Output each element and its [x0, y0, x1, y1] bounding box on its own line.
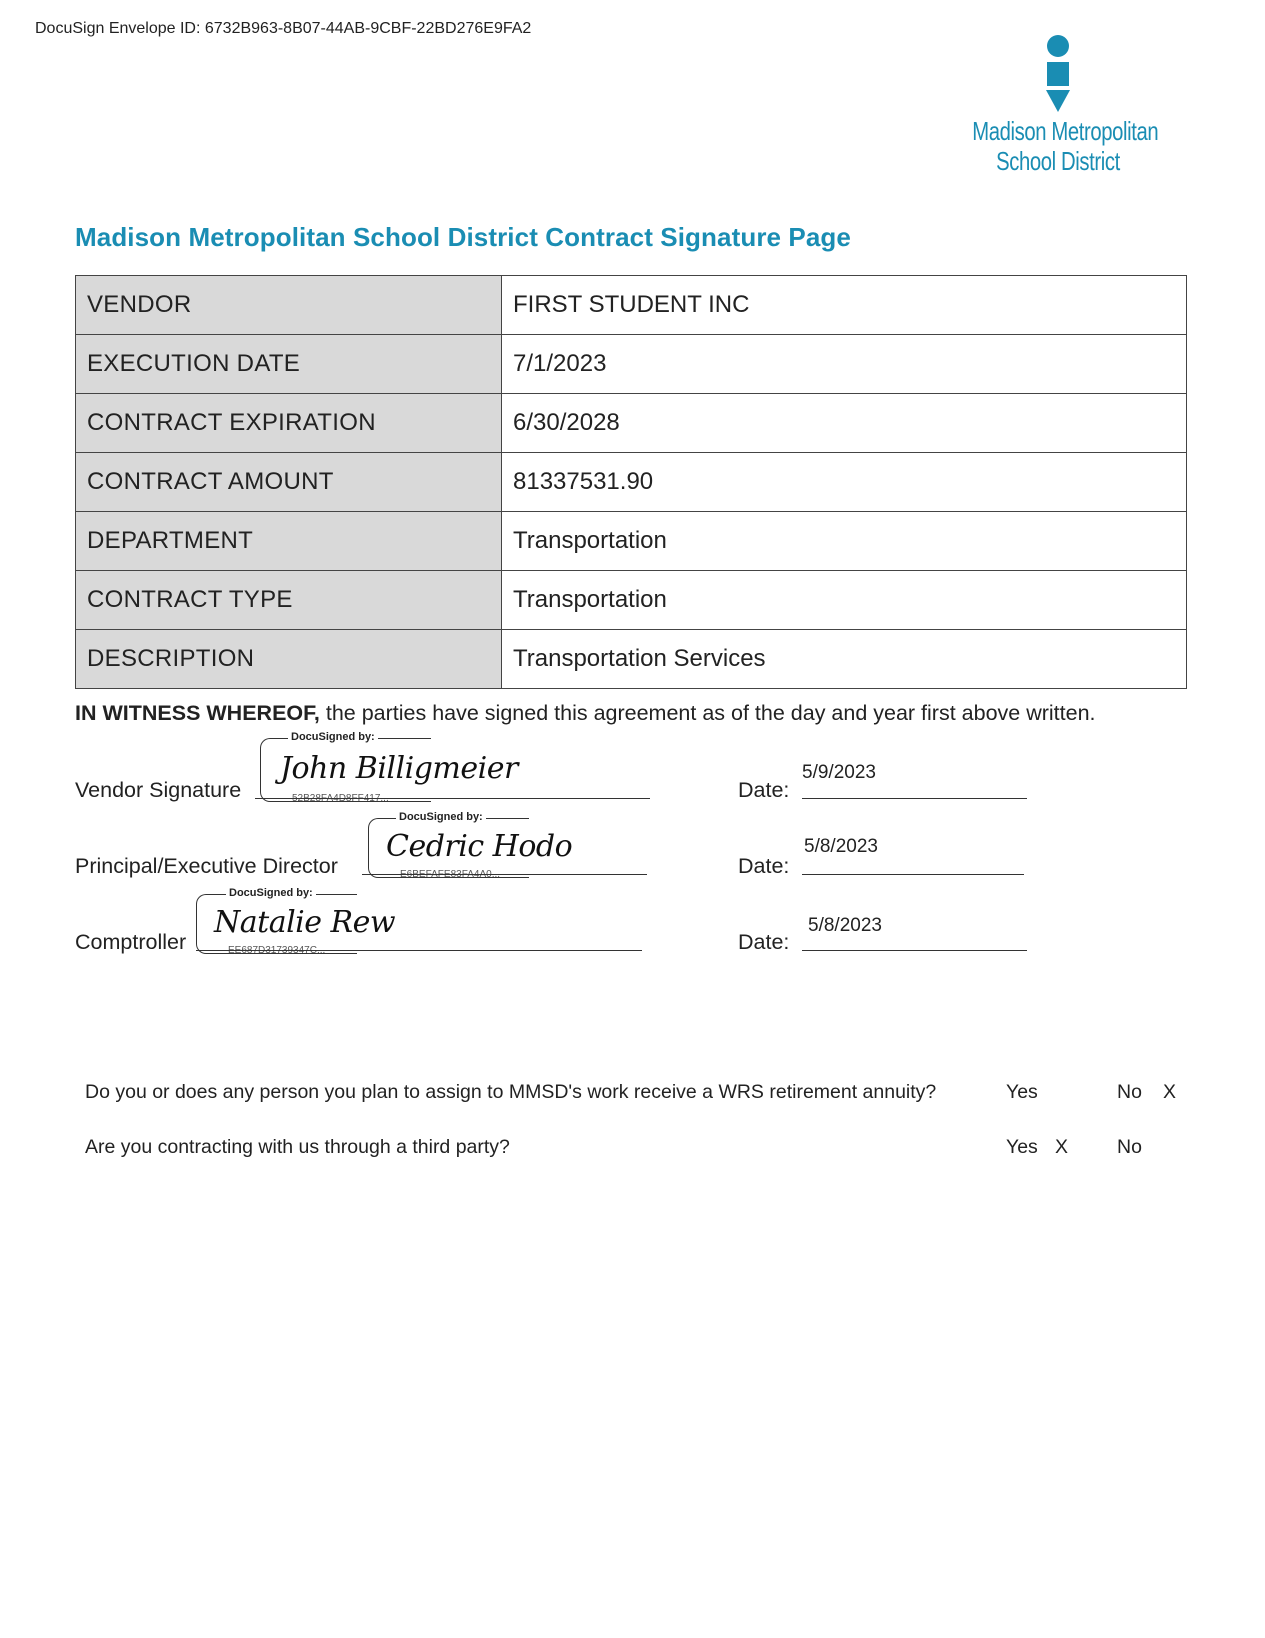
- vendor-date: 5/9/2023: [802, 762, 876, 783]
- date-label: Date:: [738, 778, 790, 802]
- no-label: No: [1117, 1081, 1142, 1103]
- table-row: [76, 512, 1187, 571]
- row-value: 7/1/2023: [502, 335, 1187, 394]
- date-label: Date:: [738, 854, 790, 878]
- signature-line: [362, 874, 647, 875]
- table-row: [76, 453, 1187, 512]
- witness-bold: IN WITNESS WHEREOF,: [75, 701, 320, 725]
- signature-line: [255, 798, 650, 799]
- table-row: [76, 394, 1187, 453]
- table-row: [76, 630, 1187, 689]
- yes-label: Yes: [1006, 1081, 1038, 1103]
- docusigned-by: DocuSigned by:: [288, 731, 378, 743]
- signature-id: EE687D31739347C...: [228, 945, 326, 956]
- director-signature-label: Principal/Executive Director: [75, 854, 338, 878]
- vendor-signature-label: Vendor Signature: [75, 778, 242, 802]
- docusigned-by: DocuSigned by:: [226, 887, 316, 899]
- row-label: VENDOR: [76, 276, 502, 335]
- row-label: CONTRACT EXPIRATION: [76, 394, 502, 453]
- docusigned-by: DocuSigned by:: [396, 811, 486, 823]
- no-mark: X: [1163, 1081, 1177, 1103]
- district-logo: [948, 34, 1168, 176]
- comptroller-signature: Natalie Rew: [214, 905, 396, 940]
- row-value: Transportation: [502, 512, 1187, 571]
- logo-figure-icon: [1043, 34, 1073, 116]
- logo-line-1: Madison Metropolitan: [972, 116, 1159, 146]
- yes-label: Yes: [1006, 1136, 1038, 1158]
- envelope-id: DocuSign Envelope ID: 6732B963-8B07-44AB-9CBF-22BD276E9FA2: [35, 20, 532, 37]
- row-value: FIRST STUDENT INC: [502, 276, 1187, 335]
- table-row: [76, 571, 1187, 630]
- signature-line: [196, 950, 642, 951]
- no-label: No: [1117, 1136, 1142, 1158]
- date-line: [802, 798, 1027, 799]
- date-line: [802, 950, 1027, 951]
- comptroller-date: 5/8/2023: [808, 915, 882, 936]
- contract-info-table: [75, 275, 1187, 689]
- signature-id: 52B28FA4D8FF417...: [292, 793, 389, 804]
- row-label: CONTRACT TYPE: [76, 571, 502, 630]
- row-label: DESCRIPTION: [76, 630, 502, 689]
- row-value: Transportation Services: [502, 630, 1187, 689]
- date-label: Date:: [738, 930, 790, 954]
- yes-mark: X: [1055, 1136, 1069, 1158]
- row-value: Transportation: [502, 571, 1187, 630]
- question-wrs: Do you or does any person you plan to assign to MMSD's work receive a WRS retirement annuity?: [85, 1081, 937, 1103]
- witness-statement: [75, 701, 1096, 726]
- signature-id: E6BEFAFE83FA4A0...: [400, 869, 501, 880]
- vendor-signature: John Billigmeier: [280, 751, 518, 786]
- row-value: 81337531.90: [502, 453, 1187, 512]
- page-title: Madison Metropolitan School District Contract Signature Page: [75, 222, 851, 252]
- row-label: CONTRACT AMOUNT: [76, 453, 502, 512]
- table-row: [76, 276, 1187, 335]
- row-value: 6/30/2028: [502, 394, 1187, 453]
- logo-line-2: School District: [996, 146, 1120, 176]
- director-date: 5/8/2023: [804, 836, 878, 857]
- row-label: EXECUTION DATE: [76, 335, 502, 394]
- date-line: [802, 874, 1024, 875]
- question-third-party: Are you contracting with us through a third party?: [85, 1136, 510, 1158]
- witness-text: the parties have signed this agreement as of the day and year first above written.: [319, 701, 1096, 725]
- comptroller-signature-label: Comptroller: [75, 930, 187, 954]
- table-row: [76, 335, 1187, 394]
- row-label: DEPARTMENT: [76, 512, 502, 571]
- director-signature: Cedric Hodo: [386, 829, 573, 864]
